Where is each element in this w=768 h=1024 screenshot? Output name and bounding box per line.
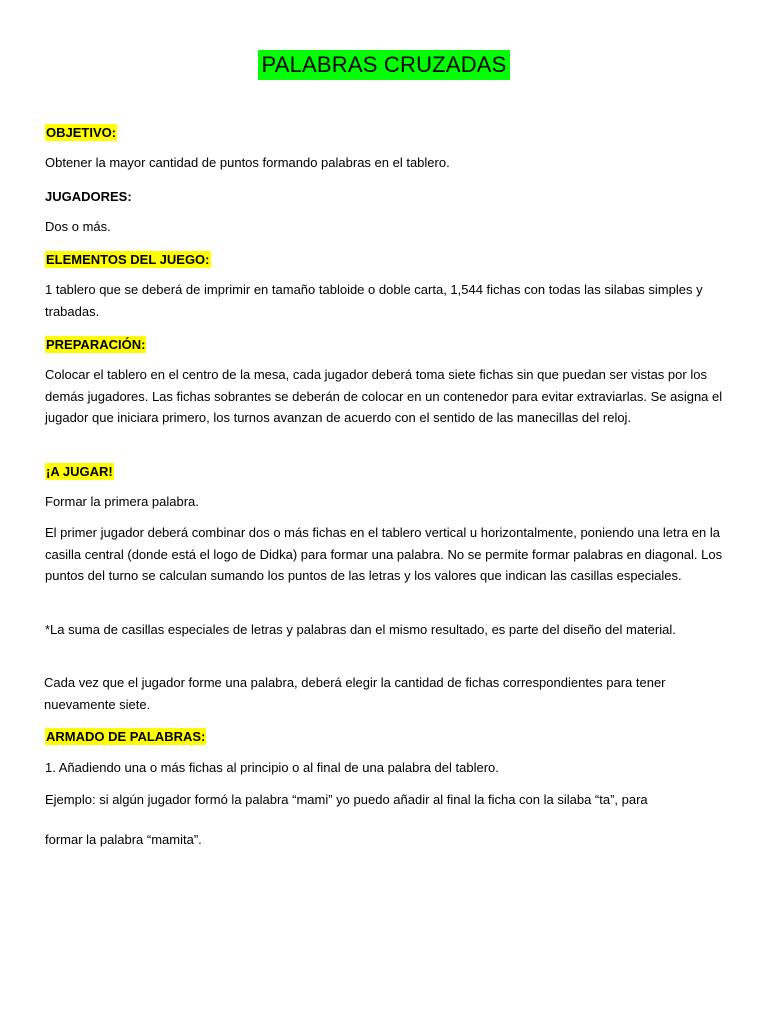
text-a-jugar-4: Cada vez que el jugador forme una palabra, deberá elegir la cantidad de fichas correspondientes para tener nuevamente siete.: [44, 675, 666, 712]
title-container: [0, 50, 768, 80]
text-armado-example: Ejemplo: si algún jugador formó la palabra “mami” yo puedo añadir al final la ficha con la silaba “ta”, para: [45, 792, 648, 807]
text-armado-item-1: 1. Añadiendo una o más fichas al principio o al final de una palabra del tablero.: [45, 760, 499, 775]
heading-a-jugar: ¡A JUGAR!: [46, 464, 113, 479]
heading-preparacion: PREPARACIÓN:: [46, 337, 146, 352]
text-jugadores: Dos o más.: [45, 219, 111, 234]
text-preparacion: Colocar el tablero en el centro de la mesa, cada jugador deberá toma siete fichas sin que puedan ser vistas por los demás jugadores. Las fichas sobrantes se deberán de colocar en un contenedor para evitar extraviarlas. Se asigna el jugador que iniciara primero, los turnos avanzan de acuerdo con el sentido de las manecillas del reloj.: [45, 367, 723, 425]
text-a-jugar-1: Formar la primera palabra.: [45, 494, 199, 509]
text-objetivo: Obtener la mayor cantidad de puntos formando palabras en el tablero.: [45, 155, 450, 170]
heading-jugadores: JUGADORES:: [45, 189, 132, 204]
heading-elementos: ELEMENTOS DEL JUEGO:: [46, 252, 210, 267]
heading-objetivo: OBJETIVO:: [46, 125, 117, 140]
text-elementos: 1 tablero que se deberá de imprimir en tamaño tabloide o doble carta, 1,544 fichas con todas las silabas simples y trabadas.: [45, 282, 703, 319]
text-armado-example-cont: formar la palabra “mamita”.: [45, 832, 202, 847]
document-title: PALABRAS CRUZADAS: [258, 50, 509, 80]
heading-armado: ARMADO DE PALABRAS:: [46, 729, 206, 744]
text-a-jugar-2: El primer jugador deberá combinar dos o más fichas en el tablero vertical u horizontalmente, poniendo una letra en la casilla central (donde está el logo de Didka) para formar una palabra. No se permite formar palabras en diagonal. Los puntos del turno se calculan sumando los puntos de las letras y los valores que indican las casillas especiales.: [45, 525, 723, 583]
text-a-jugar-3: *La suma de casillas especiales de letras y palabras dan el mismo resultado, es parte del diseño del material.: [45, 622, 676, 637]
